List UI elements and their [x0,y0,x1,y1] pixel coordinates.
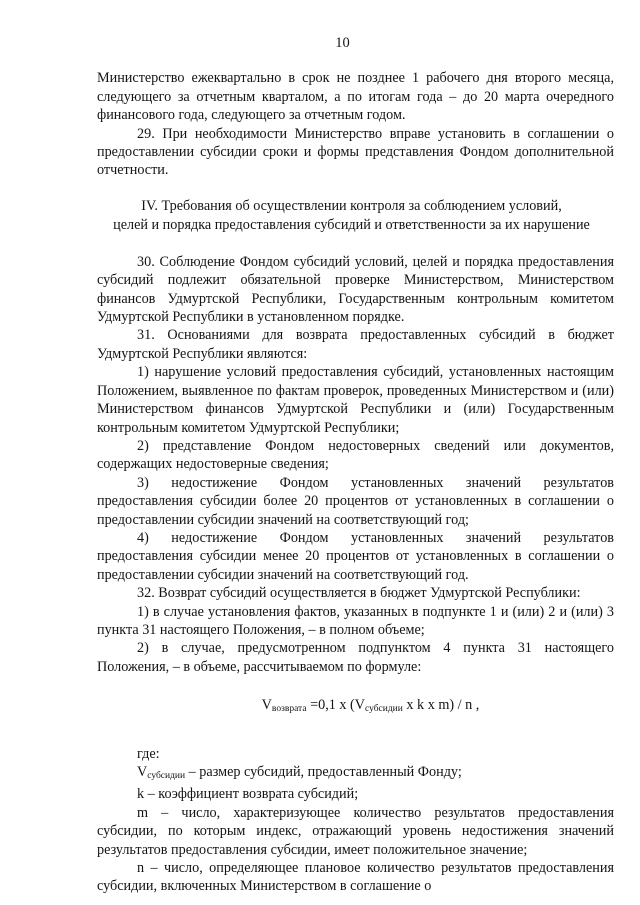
formula-body-start: =0,1 x (V [306,697,365,714]
paragraph-32-item-1: 1) в случае установления фактов, указанных в подпункте 1 и (или) 2 и (или) 3 пункта 31 настоящего Положения, – в полном объеме; [97,603,614,638]
page-number: 10 [335,35,350,51]
paragraph-32: 32. Возврат субсидий осуществляется в бюджет Удмуртской Республики: [137,585,581,602]
formula-v-subscript: возврата [271,704,307,715]
section-title-line-2: целей и порядка предоставления субсидий и ответственности за их нарушение [113,216,590,233]
definition-v-symbol: V [137,764,148,780]
paragraph-31-item-2: 2) представление Фондом недостоверных сведений или документов, содержащих недостоверные сведения; [97,437,614,473]
definition-n: n – число, определяющее плановое количество результатов предоставления субсидии, включенных Министерством в соглашение о [97,860,614,895]
paragraph-32-item-2: 2) в случае, предусмотренном подпунктом 4 пункта 31 настоящего Положения, – в объеме, рассчитываемом по формуле: [97,640,614,675]
return-formula [97,696,614,718]
definition-m: m – число, характеризующее количество результатов предоставления субсидии, по которым индекс, отражающий уровень недостижения значений результатов предоставления субсидии, имеет положительное значение; [97,804,614,858]
paragraph-30: 30. Соблюдение Фондом субсидий условий, целей и порядка предоставления субсидий подлежит обязательной проверке Министерством, Министерством финансов Удмуртской Республики, Государственным контрольным комитетом Удмуртской Республики в установленном порядке. [97,253,614,326]
formula-body-subscript: субсидии [365,704,403,715]
definitions-where: где: [137,745,160,762]
paragraph-31-item-4: 4) недостижение Фондом установленных значений результатов предоставления субсидии менее 20 процентов от установленных в соглашении о предоставлении субсидии значений на соответствующий год. [97,529,614,583]
paragraph-29: 29. При необходимости Министерство вправе установить в соглашении о предоставлении субсидии сроки и формы представления Фондом дополнительной отчетности. [97,125,614,179]
section-title-line-1: IV. Требования об осуществлении контроля за соблюдением условий, [141,197,562,214]
paragraph-31-item-1: 1) нарушение условий предоставления субсидий, установленных настоящим Положением, выявленное по фактам проверок, проведенных Министерством и (или) Министерством финансов Удмуртской Республики и (или) Государственным контрольным комитетом Удмуртской Республики; [97,364,614,436]
paragraph-31: 31. Основаниями для возврата предоставленных субсидий в бюджет Удмуртской Республики являются: [97,327,614,362]
definition-v-text: – размер субсидий, предоставленный Фонду; [185,764,462,780]
formula-v-symbol: V [261,697,272,714]
definition-v-subscript: субсидии [147,771,186,781]
section-heading [89,197,614,235]
formula-body-end: x k x m) / n , [402,697,480,714]
paragraph-28-continuation: Министерство ежеквартально в срок не позднее 1 рабочего дня второго месяца, следующего за отчетным кварталом, а по итогам года – до 20 марта очередного финансового года, следующего за отчетным годом. [97,70,614,124]
definition-v-subsidy [97,763,614,785]
paragraph-31-item-3: 3) недостижение Фондом установленных значений результатов предоставления субсидии более 20 процентов от установленных в соглашении о предоставлении субсидии значений на соответствующий год; [97,474,614,528]
definition-k: k – коэффициент возврата субсидий; [137,786,359,803]
